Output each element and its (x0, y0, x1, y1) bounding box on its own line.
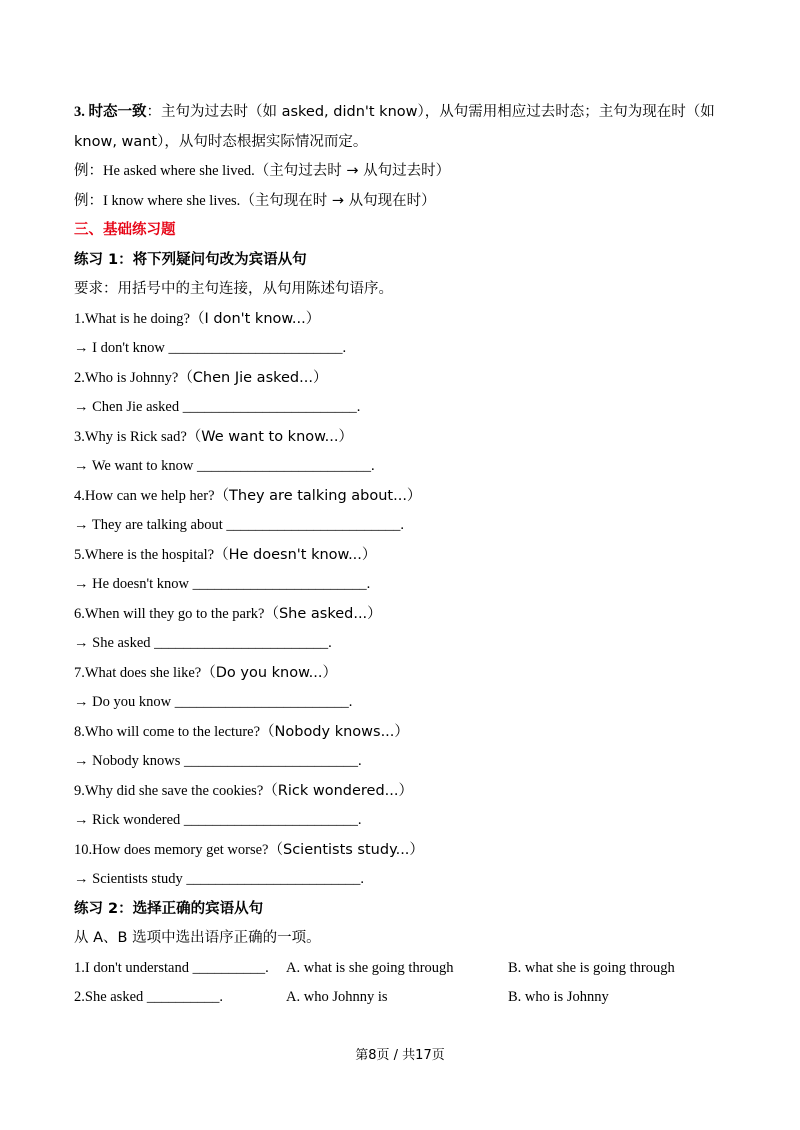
rule3-text1: ：主句为过去时（如 asked, didn't know），从句需用相应过去时态；主句为现在时（如 (146, 104, 715, 120)
example-1: 例：He asked where she lived.（主句过去时 → 从句过去时） (74, 163, 451, 179)
exercise-1-question: 4.How can we help her?（They are talking about...） (74, 487, 422, 504)
exercise-1-question: 9.Why did she save the cookies?（Rick wondered...） (74, 782, 413, 799)
exercise-1-answer-blank[interactable]: → I don't know ________________________. (74, 340, 347, 356)
exercise-1-title: 练习 1：将下列疑问句改为宾语从句 (74, 251, 307, 268)
exercise-1-question: 2.Who is Johnny?（Chen Jie asked...） (74, 369, 328, 386)
example-note: （主句现在时 → 从句现在时） (240, 192, 436, 209)
exercise-1-answer-blank[interactable]: → Nobody knows ________________________. (74, 753, 362, 769)
rule3-line2: know, want），从句时态根据实际情况而定。 (74, 133, 368, 150)
exercise-2-item (74, 954, 734, 984)
exercise-1-answer-blank[interactable]: → Chen Jie asked ________________________. (74, 399, 361, 415)
exercise-2-question[interactable]: 1.I don't understand __________. (74, 959, 269, 976)
exercise-1-answer-blank[interactable]: → Scientists study ________________________. (74, 871, 365, 887)
section-3-title: 三、基础练习题 (74, 222, 176, 238)
exercise-1-instruction: 要求：用括号中的主句连接，从句用陈述句语序。 (74, 281, 393, 297)
example-note: （主句过去时 → 从句过去时） (254, 163, 451, 179)
exercise-2-title: 练习 2：选择正确的宾语从句 (74, 900, 264, 917)
exercise-1-answer-blank[interactable]: → He doesn't know ________________________. (74, 576, 371, 592)
exercise-1-question: 7.What does she like?（Do you know...） (74, 664, 337, 681)
page-footer: 第8页 / 共17页 (355, 1048, 445, 1063)
exercise-1-answer-blank[interactable]: → They are talking about ________________________. (74, 517, 404, 533)
exercise-1-answer-blank[interactable]: → She asked ________________________. (74, 635, 332, 651)
rule3-line1 (74, 98, 734, 128)
document-page (74, 98, 734, 1013)
exercise-1-question: 8.Who will come to the lecture?（Nobody knows...） (74, 723, 409, 740)
option-a[interactable]: A. what is she going through (286, 959, 454, 976)
exercise-1-answer-blank[interactable]: → Rick wondered ________________________. (74, 812, 362, 828)
exercise-2-question[interactable]: 2.She asked __________. (74, 989, 224, 1005)
option-b[interactable]: B. who is Johnny (508, 989, 609, 1005)
option-b[interactable]: B. what she is going through (508, 959, 675, 976)
example-sentence: I know where she lives. (103, 192, 241, 209)
exercise-1-question: 3.Why is Rick sad?（We want to know...） (74, 428, 353, 445)
exercise-1-question: 5.Where is the hospital?（He doesn't know...） (74, 546, 377, 563)
rule3-number: 3. (74, 104, 85, 120)
exercise-1-question: 1.What is he doing?（I don't know...） (74, 310, 321, 327)
example-sentence: He asked where she lived. (103, 163, 255, 179)
exercise-1-list (74, 305, 734, 895)
rule3-title: 时态一致 (88, 104, 147, 120)
exercise-2-instruction: 从 A、B 选项中选出语序正确的一项。 (74, 930, 321, 946)
exercise-2-item (74, 983, 734, 1013)
example-2: 例：I know where she lives.（主句现在时 → 从句现在时） (74, 192, 436, 209)
exercise-1-answer-blank[interactable]: → We want to know ________________________. (74, 458, 375, 474)
option-a[interactable]: A. who Johnny is (286, 989, 388, 1005)
exercise-1-answer-blank[interactable]: → Do you know ________________________. (74, 694, 353, 710)
exercise-1-question: 10.How does memory get worse?（Scientists study...） (74, 841, 424, 858)
exercise-1-question: 6.When will they go to the park?（She asked...） (74, 605, 382, 622)
